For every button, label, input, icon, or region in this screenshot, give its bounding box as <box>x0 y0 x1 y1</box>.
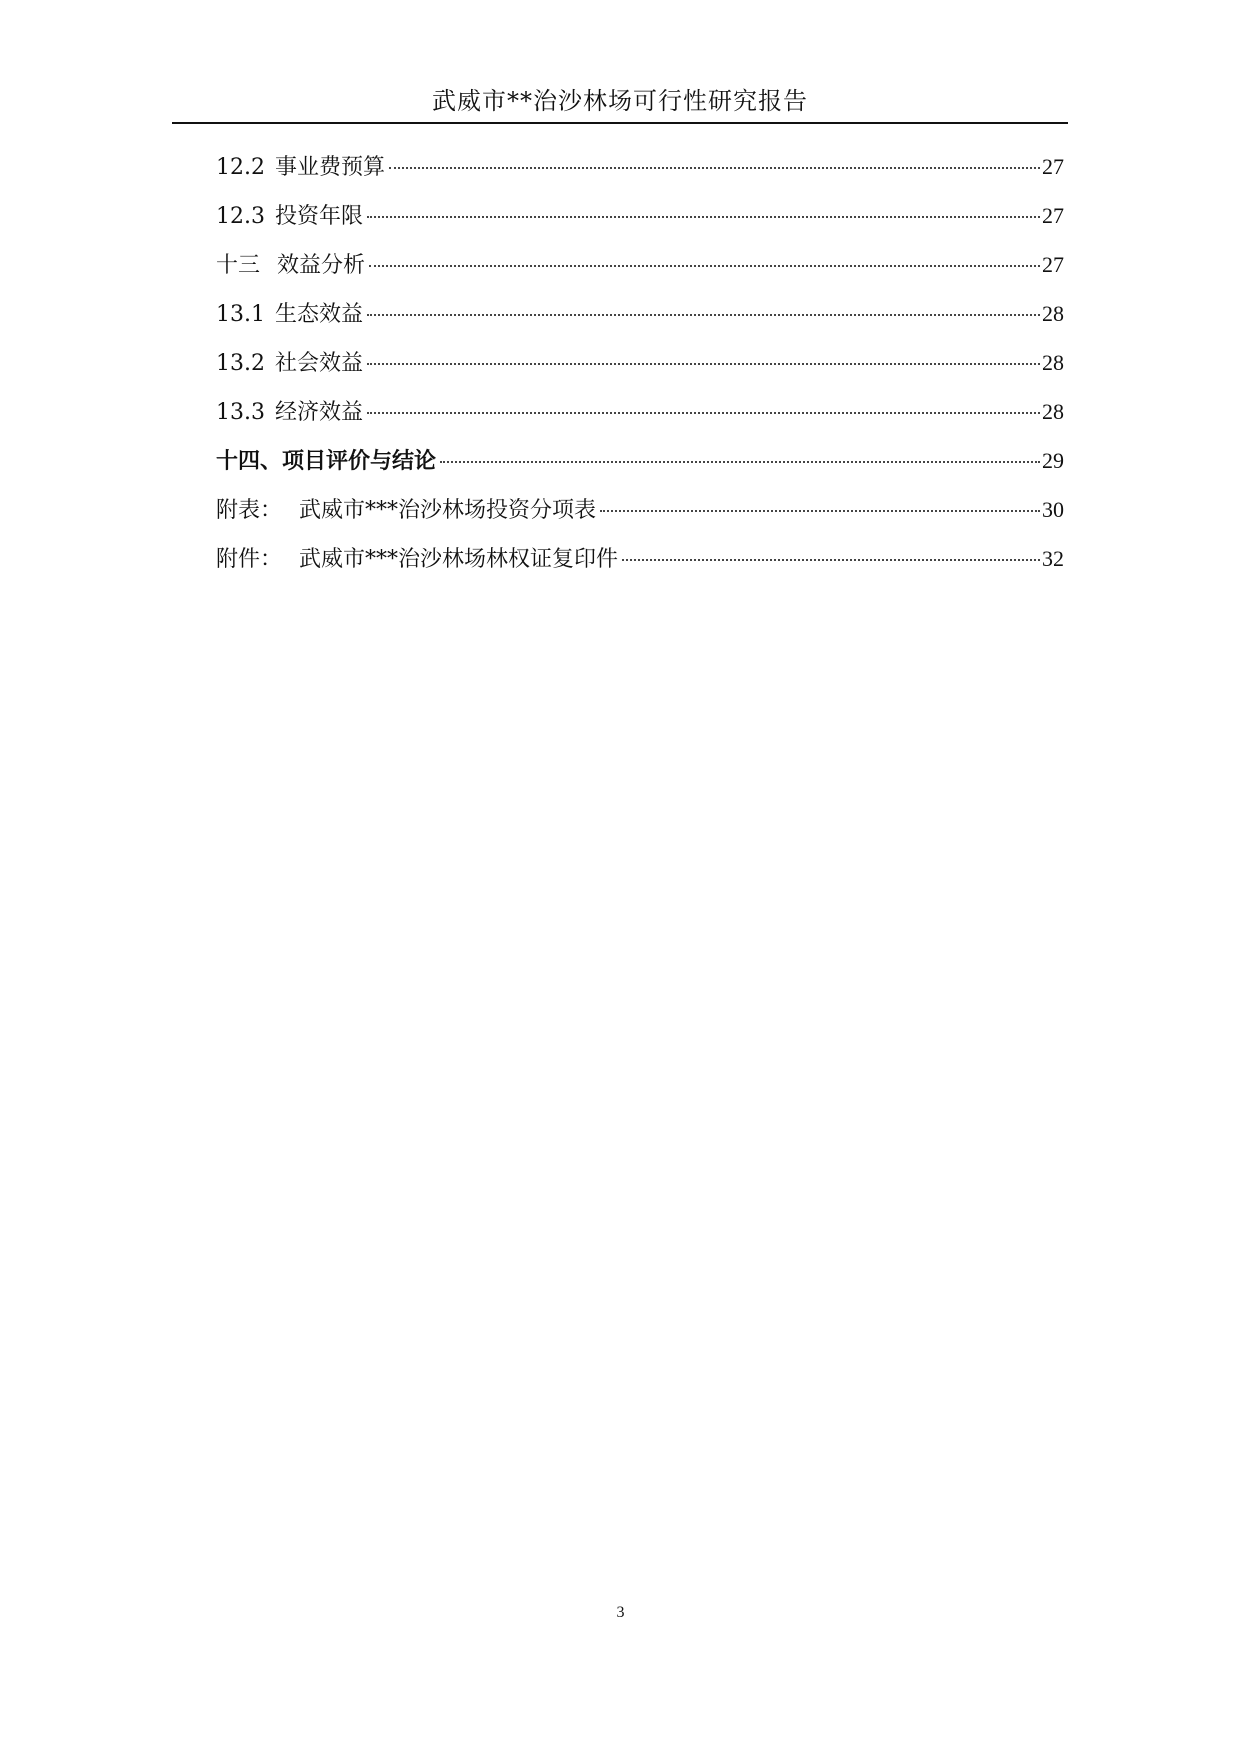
toc-entry-title: 武威市***治沙林场投资分项表 <box>292 498 597 523</box>
toc-entry-page: 27 <box>1042 203 1064 228</box>
toc-entry-number: 12.2 <box>216 155 265 180</box>
toc-dot-leader <box>367 412 1040 414</box>
toc-entry-number: 附表： <box>216 498 283 523</box>
toc-entry-label <box>216 153 385 183</box>
toc-entry-number: 十三 <box>216 253 261 278</box>
toc-entry-label <box>216 398 363 428</box>
toc-entry-title: 投资年限 <box>274 204 363 229</box>
toc-dot-leader <box>367 216 1040 218</box>
toc-entry-label <box>216 446 436 476</box>
toc-entry-number: 13.2 <box>216 351 265 376</box>
table-of-contents <box>216 152 1064 593</box>
toc-entry[interactable] <box>216 495 1064 544</box>
toc-entry-number: 12.3 <box>216 204 265 229</box>
toc-entry-label <box>216 545 618 575</box>
toc-entry[interactable] <box>216 446 1064 495</box>
toc-entry-label <box>216 251 365 281</box>
toc-entry-label <box>216 496 596 526</box>
toc-dot-leader <box>440 461 1040 463</box>
toc-entry-page: 28 <box>1042 301 1064 326</box>
toc-dot-leader <box>600 510 1040 512</box>
toc-entry-number: 13.1 <box>216 302 265 327</box>
toc-entry[interactable] <box>216 348 1064 397</box>
toc-entry-page: 28 <box>1042 399 1064 424</box>
toc-entry-number: 十四、 <box>216 448 283 474</box>
toc-dot-leader <box>367 314 1040 316</box>
toc-entry[interactable] <box>216 152 1064 201</box>
toc-entry-number: 附件： <box>216 547 283 572</box>
toc-dot-leader <box>622 559 1040 561</box>
toc-entry-title: 事业费预算 <box>274 155 385 180</box>
toc-entry-title: 经济效益 <box>274 400 363 425</box>
toc-entry[interactable] <box>216 299 1064 348</box>
page-number: 3 <box>616 1604 625 1621</box>
toc-entry[interactable] <box>216 201 1064 250</box>
toc-entry[interactable] <box>216 397 1064 446</box>
toc-entry-label <box>216 300 363 330</box>
toc-entry[interactable] <box>216 544 1064 593</box>
toc-entry[interactable] <box>216 250 1064 299</box>
toc-entry-page: 30 <box>1042 497 1064 522</box>
toc-entry-title: 项目评价与结论 <box>282 448 437 474</box>
toc-entry-title: 社会效益 <box>274 351 363 376</box>
toc-entry-page: 32 <box>1042 546 1064 571</box>
toc-dot-leader <box>367 363 1040 365</box>
toc-entry-page: 29 <box>1042 448 1064 473</box>
page-header-title: 武威市**治沙林场可行性研究报告 <box>432 87 808 115</box>
toc-entry-title: 效益分析 <box>270 253 366 278</box>
header-divider <box>172 122 1068 124</box>
toc-dot-leader <box>369 265 1040 267</box>
toc-dot-leader <box>389 167 1040 169</box>
toc-entry-label <box>216 202 363 232</box>
toc-entry-title: 武威市***治沙林场林权证复印件 <box>292 547 619 572</box>
toc-entry-page: 27 <box>1042 154 1064 179</box>
toc-entry-page: 28 <box>1042 350 1064 375</box>
toc-entry-label <box>216 349 363 379</box>
toc-entry-title: 生态效益 <box>274 302 363 327</box>
toc-entry-number: 13.3 <box>216 400 265 425</box>
toc-entry-page: 27 <box>1042 252 1064 277</box>
